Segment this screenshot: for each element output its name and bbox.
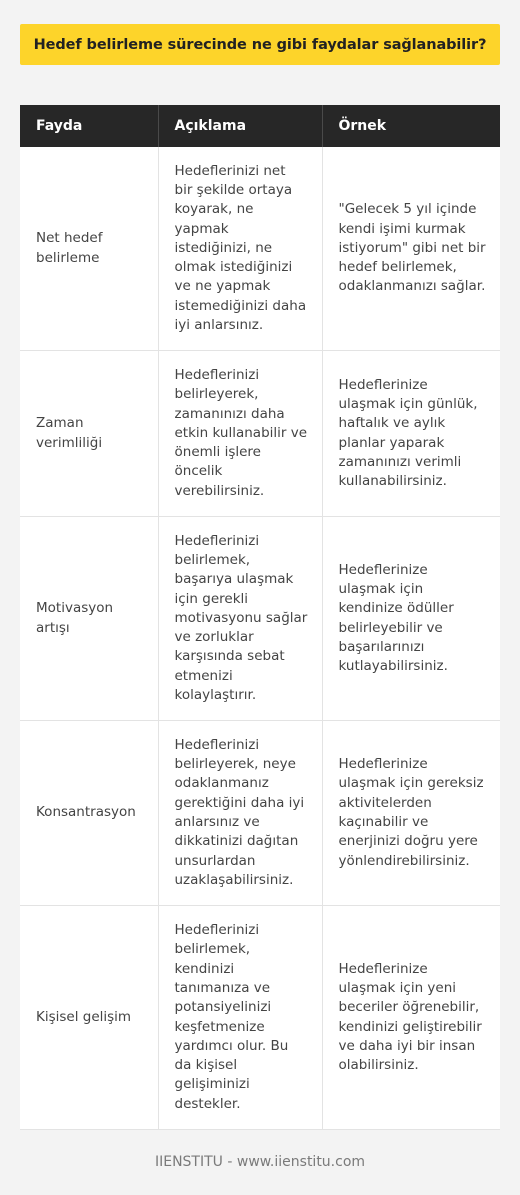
table-row bbox=[20, 906, 500, 1130]
table-row bbox=[20, 721, 500, 906]
header-fayda: Fayda bbox=[20, 105, 158, 147]
cell-ornek: Hedeflerinize ulaşmak için yeni beceriler öğrenebilir, kendinizi geliştirebilir ve daha iyi bir insan olabilirsiniz. bbox=[322, 906, 500, 1130]
benefits-table bbox=[20, 105, 500, 1130]
cell-aciklama: Hedeflerinizi belirlemek, başarıya ulaşmak için gerekli motivasyonu sağlar ve zorluklar karşısında sebat etmenizi kolaylaştırır. bbox=[158, 517, 322, 721]
title-banner bbox=[20, 24, 500, 65]
header-aciklama: Açıklama bbox=[158, 105, 322, 147]
cell-fayda: Zaman verimliliği bbox=[20, 351, 158, 517]
cell-aciklama: Hedeflerinizi belirleyerek, neye odaklanmanız gerektiğini daha iyi anlarsınız ve dikkatinizi dağıtan unsurlardan uzaklaşabilirsiniz. bbox=[158, 721, 322, 906]
cell-ornek: "Gelecek 5 yıl içinde kendi işimi kurmak istiyorum" gibi net bir hedef belirlemek, odaklanmanızı sağlar. bbox=[322, 147, 500, 351]
table-header-row bbox=[20, 105, 500, 147]
cell-fayda: Kişisel gelişim bbox=[20, 906, 158, 1130]
cell-aciklama: Hedeflerinizi net bir şekilde ortaya koyarak, ne yapmak istediğinizi, ne olmak istediğinizi ve ne yapmak istemediğinizi daha iyi anlarsınız. bbox=[158, 147, 322, 351]
cell-fayda: Net hedef belirleme bbox=[20, 147, 158, 351]
page-title: Hedef belirleme sürecinde ne gibi faydalar sağlanabilir? bbox=[33, 36, 487, 53]
cell-ornek: Hedeflerinize ulaşmak için kendinize ödüller belirleyebilir ve başarılarınızı kutlayabilirsiniz. bbox=[322, 517, 500, 721]
cell-ornek: Hedeflerinize ulaşmak için gereksiz aktivitelerden kaçınabilir ve enerjinizi doğru yere yönlendirebilirsiniz. bbox=[322, 721, 500, 906]
footer-credit: IIENSTITU - www.iienstitu.com bbox=[154, 1154, 366, 1170]
cell-ornek: Hedeflerinize ulaşmak için günlük, haftalık ve aylık planlar yaparak zamanınızı verimli kullanabilirsiniz. bbox=[322, 351, 500, 517]
header-ornek: Örnek bbox=[322, 105, 500, 147]
cell-aciklama: Hedeflerinizi belirlemek, kendinizi tanımanıza ve potansiyelinizi keşfetmenize yardımcı olur. Bu da kişisel gelişiminizi destekler. bbox=[158, 906, 322, 1130]
table-row bbox=[20, 147, 500, 351]
cell-aciklama: Hedeflerinizi belirleyerek, zamanınızı daha etkin kullanabilir ve önemli işlere öncelik verebilirsiniz. bbox=[158, 351, 322, 517]
table-row bbox=[20, 517, 500, 721]
cell-fayda: Konsantrasyon bbox=[20, 721, 158, 906]
cell-fayda: Motivasyon artışı bbox=[20, 517, 158, 721]
table-row bbox=[20, 351, 500, 517]
